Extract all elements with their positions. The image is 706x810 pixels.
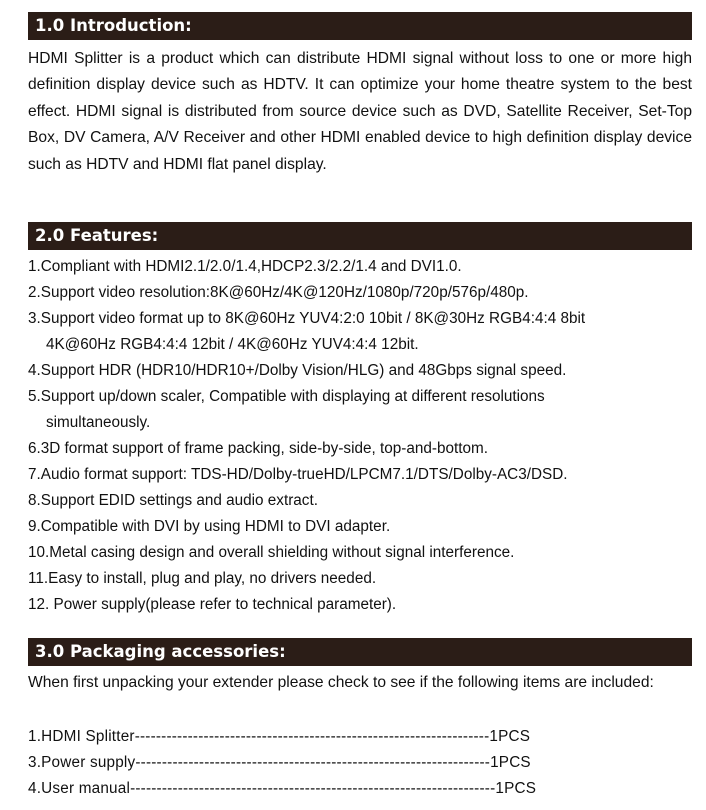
- intro-paragraph: HDMI Splitter is a product which can distribute HDMI signal without loss to one or more high definition display device such as HDTV. It can optimize your home theatre system to the best effect. HDMI signal is distributed from source device such as DVD, Satellite Receiver, Set-Top Box, DV Camera, A/V Receiver and other HDMI enabled device to high definition display device such as HDTV and HDMI flat panel display.: [28, 50, 692, 173]
- feature-item: 10.Metal casing design and overall shielding without signal interference.: [28, 544, 515, 561]
- package-item: 1.HDMI Splitter-------------------------------------------------------------------1PCS: [28, 728, 531, 745]
- feature-item: 1.Compliant with HDMI2.1/2.0/1.4,HDCP2.3/2.2/1.4 and DVI1.0.: [28, 258, 462, 275]
- package-item: 3.Power supply-------------------------------------------------------------------1PCS: [28, 754, 531, 771]
- package-item: 4.User manual---------------------------------------------------------------------1PCS: [28, 780, 537, 797]
- packaging-list: [28, 724, 692, 802]
- feature-item-continued: simultaneously.: [46, 414, 151, 431]
- feature-item: 8.Support EDID settings and audio extract.: [28, 492, 318, 509]
- packaging-heading: 3.0 Packaging accessories:: [28, 638, 692, 666]
- feature-item: 4.Support HDR (HDR10/HDR10+/Dolby Vision/HLG) and 48Gbps signal speed.: [28, 362, 567, 379]
- feature-item: 12. Power supply(please refer to technical parameter).: [28, 596, 397, 613]
- feature-item: 5.Support up/down scaler, Compatible with displaying at different resolutions: [28, 388, 545, 405]
- feature-item: 3.Support video format up to 8K@60Hz YUV4:2:0 10bit / 8K@30Hz RGB4:4:4 8bit: [28, 310, 586, 327]
- feature-item: 6.3D format support of frame packing, side-by-side, top-and-bottom.: [28, 440, 488, 457]
- packaging-intro: When first unpacking your extender please check to see if the following items are included:: [28, 674, 654, 691]
- features-heading: 2.0 Features:: [28, 222, 692, 250]
- feature-item-continued: 4K@60Hz RGB4:4:4 12bit / 4K@60Hz YUV4:4:4 12bit.: [46, 336, 419, 353]
- features-list: [28, 254, 692, 618]
- feature-item: 11.Easy to install, plug and play, no drivers needed.: [28, 570, 377, 587]
- feature-item: 7.Audio format support: TDS-HD/Dolby-trueHD/LPCM7.1/DTS/Dolby-AC3/DSD.: [28, 466, 568, 483]
- intro-heading: 1.0 Introduction:: [28, 12, 692, 40]
- feature-item: 9.Compatible with DVI by using HDMI to DVI adapter.: [28, 518, 391, 535]
- feature-item: 2.Support video resolution:8K@60Hz/4K@120Hz/1080p/720p/576p/480p.: [28, 284, 529, 301]
